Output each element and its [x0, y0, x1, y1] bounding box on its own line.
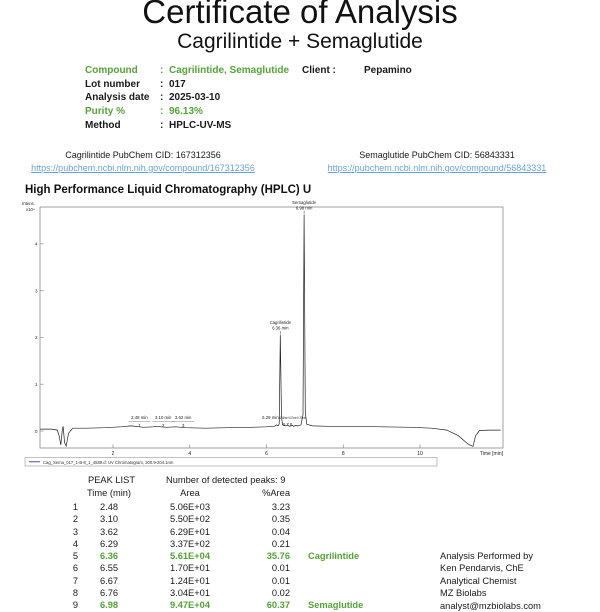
peak-time-label: 6.36 min: [272, 325, 289, 331]
minor-peak-label: 3.62 min: [174, 415, 192, 420]
cluster-peak-numbers: 6 7 8: [282, 422, 293, 427]
analyst-line: analyst@mzbiolabs.com: [440, 600, 541, 611]
table-row: 7 6.67 1.24E+01 0.01: [72, 575, 290, 586]
table-row: 9 6.98 9.47E+04 60.37 Semaglutide: [72, 600, 364, 611]
table-row: 8 6.76 3.04E+01 0.02: [72, 588, 290, 599]
info-row-compound: Compound : Cagrilintide, Semaglutide: [85, 65, 290, 76]
compound-value: Cagrilintide, Semaglutide: [169, 65, 290, 76]
chromatogram-trace: [40, 215, 501, 447]
detected-peaks-count: Number of detected peaks: 9: [166, 475, 286, 485]
method-value: HPLC-UV-MS: [169, 119, 232, 131]
peak-table-header-row: [66, 488, 290, 498]
y-tick-label: 0: [34, 428, 38, 434]
x-tick-label: 6: [265, 451, 268, 457]
lot-number-label: Lot number: [85, 78, 140, 90]
info-row-method: Method : HPLC-UV-MS: [85, 119, 232, 131]
col-header-area: Area: [180, 488, 200, 498]
pubchem-semaglutide-link[interactable]: https://pubchem.ncbi.nlm.nih.gov/compound/56843331: [327, 163, 547, 173]
info-row-analysis-date: Analysis date : 2025-03-10: [85, 92, 221, 104]
table-row: 5 6.36 5.61E+04 35.76 Cagrilintide: [72, 551, 360, 562]
peak-list-title: PEAK LIST: [88, 475, 136, 485]
table-row: 4 6.29 3.37E+02 0.21: [72, 538, 290, 549]
pubchem-semaglutide: [312, 150, 562, 173]
pubchem-cagrilintide-link[interactable]: https://pubchem.ncbi.nlm.nih.gov/compound/167312356: [31, 163, 255, 173]
page-title: Certificate of Analysis: [142, 0, 458, 30]
y-tick-label: 3: [34, 288, 38, 294]
analyst-line: Ken Pendarvis, ChE: [440, 563, 524, 574]
table-row: 3 3.62 6.29E+01 0.04: [72, 526, 290, 537]
y-tick-label: 1: [34, 382, 38, 387]
minor-peak-number: 2: [162, 423, 165, 428]
pubchem-semaglutide-caption: Semaglutide PubChem CID: 56843331: [359, 150, 515, 160]
lot-number-value: 017: [169, 78, 186, 90]
peak-table-rows: [66, 501, 363, 612]
minor-peak-label: 3.10 min: [154, 415, 172, 420]
pubchem-cagrilintide: [18, 150, 268, 173]
purity-label: Purity %: [85, 106, 126, 118]
pubchem-cagrilintide-caption: Cagrilintide PubChem CID: 167312356: [65, 150, 221, 160]
y-axis-label: Intens.: [22, 201, 35, 206]
cluster-label: 6.29 min: [262, 415, 279, 420]
table-row: 2 3.10 5.50E+02 0.35: [72, 514, 290, 525]
y-axis-scale-label: x10⁴: [26, 207, 35, 212]
analysis-date-label: Analysis date: [85, 92, 150, 104]
cluster-overlap-labels: 6.55min 6.67min 6.76min: [279, 416, 306, 420]
y-tick-label: 4: [34, 241, 38, 247]
info-row-lot-number: Lot number : 017: [85, 78, 186, 90]
legend-text: Cag_Sema_017_1-B-8_1_4589.d: UV Chromatogram, 200.9-204.1nm: [43, 459, 174, 465]
analyst-block: [440, 550, 541, 612]
method-label: Method: [85, 119, 121, 131]
x-tick-label: 2: [111, 451, 115, 457]
client-label: Client :: [302, 65, 336, 76]
analysis-date-value: 2025-03-10: [169, 92, 221, 104]
info-block: [85, 64, 289, 132]
client-block: [302, 64, 412, 78]
col-header-pct-area: %Area: [262, 488, 290, 498]
page-subtitle: Cagrilintide + Semaglutide: [177, 30, 423, 53]
hplc-chromatogram-chart: [20, 200, 580, 470]
analyst-line: MZ Biolabs: [440, 588, 487, 599]
client-value: Pepamino: [364, 65, 412, 76]
peak-name-label: Cagrilintide: [269, 320, 292, 326]
peak-name-label: Semaglutide: [292, 199, 317, 205]
peak-time-label: 6.98 min: [295, 205, 313, 211]
table-row: 1 2.48 5.06E+03 3.23: [72, 502, 290, 512]
compound-label: Compound: [85, 65, 138, 76]
minor-peak-label: 2.48 min: [131, 415, 148, 420]
hplc-section-heading: High Performance Liquid Chromatography (HPLC) U: [25, 184, 312, 196]
x-tick-label: 10: [417, 451, 423, 457]
purity-value: 96.13%: [169, 106, 203, 118]
x-tick-label: 8: [341, 451, 345, 457]
x-axis-label: Time [min]: [479, 451, 503, 457]
table-row: 6 6.55 1.70E+01 0.01: [72, 563, 290, 574]
col-header-time: Time (min): [86, 488, 132, 498]
y-tick-label: 2: [34, 335, 38, 341]
minor-peak-number: 3: [181, 423, 185, 428]
minor-peak-number: 1: [138, 423, 141, 428]
x-tick-label: 4: [188, 451, 192, 457]
analyst-line: Analytical Chemist: [440, 575, 517, 586]
info-row-purity: Purity % : 96.13%: [85, 106, 203, 118]
analyst-line: Analysis Performed by: [440, 551, 534, 561]
